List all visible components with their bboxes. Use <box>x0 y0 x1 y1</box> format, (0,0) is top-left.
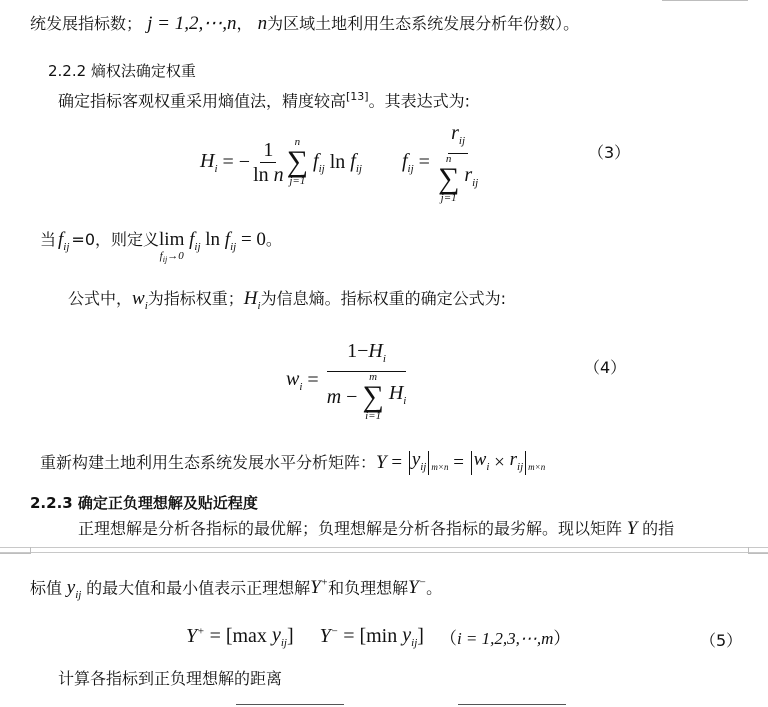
entropy-tail: 。其表达式为: <box>368 91 471 111</box>
entropy-text: 确定指标客观权重采用熵值法，精度较高 <box>58 91 347 111</box>
n-symbol: n <box>257 13 268 34</box>
ideal2-mid2: 和负理想解 <box>328 578 409 598</box>
ideal-paragraph-2: 标值 $y_{ij}$ 的最大值和最小值表示正理想解Y+和负理想解Y−。 <box>30 577 443 602</box>
ideal2-mid: 的最大值和最小值表示正理想解 <box>86 578 311 598</box>
weight-w-text: 为指标权重； <box>147 289 244 308</box>
cond-mid: =0，则定义 <box>71 230 160 249</box>
ideal2-suffix: 。 <box>426 578 443 598</box>
matrix-text: 重新构建土地利用生态系统发展水平分析矩阵： <box>40 453 377 473</box>
weight-h-text: 为信息熵。指标权重的确定公式为: <box>260 289 506 308</box>
page-break-top <box>0 547 768 548</box>
section-heading-223: 2.2.3 确定正负理想解及贴近程度 <box>30 494 258 512</box>
equation-5: Y+ = [max $y_{ij}$ ] Y− = [min $y_{ij}$ ] （i = 1,2,3,⋯,m） <box>186 623 571 649</box>
distance-paragraph: 计算各指标到正负理想解的距离 <box>58 669 283 688</box>
eq3-sum: n ∑ j=1 <box>286 136 309 187</box>
reference-13: [13] <box>346 90 369 103</box>
fraction-rule-left <box>236 704 344 705</box>
entropy-paragraph <box>58 87 470 111</box>
ideal2-prefix: 标值 <box>30 578 63 598</box>
ideal-text: 正理想解是分析各指标的最优解；负理想解是分析各指标的最劣解。现以矩阵 <box>78 519 623 538</box>
page-corner-left <box>0 547 31 554</box>
eq5-range: i = 1,2,3,⋯,m <box>456 628 554 648</box>
index-range: j = 1,2,⋯,n <box>147 13 237 34</box>
line1-tail: 为区域土地利用生态系统发展分析年份数）。 <box>267 14 580 33</box>
weight-paragraph: 公式中，$w_i$为指标权重；$H_i$为信息熵。指标权重的确定公式为: <box>68 288 506 312</box>
equation-4: $w_i$ = $1-H_i$ m − m ∑ i=1 $H_i$ <box>286 336 409 424</box>
equation-number-3: （3） <box>588 143 631 162</box>
equation-number-5: （5） <box>700 631 743 650</box>
page-top-right-corner <box>662 0 748 2</box>
weight-prefix: 公式中， <box>68 289 133 308</box>
eq4-fraction: $1-H_i$ m − m ∑ i=1 $H_i$ <box>326 339 407 422</box>
section-heading-222: 2.2.2 熵权法确定权重 <box>48 62 196 80</box>
page-corner-right <box>748 547 768 554</box>
line1-text: 统发展指标数； <box>30 14 143 33</box>
cond-prefix: 当 <box>40 230 57 249</box>
ideal-tail: 的指 <box>642 519 675 538</box>
cond-suffix: 。 <box>265 230 282 249</box>
condition-line: 当 $f_{ij}$ =0，则定义 lim $f_{ij}\to 0$ $f_{ij}$ $\ln f_{ij} = 0$ 。 <box>40 229 282 265</box>
eq3-fij-fraction: $r_{ij}$ n ∑ j=1 $r_{ij}$ <box>437 121 479 204</box>
fraction-rule-right <box>458 704 566 705</box>
page-break-bottom <box>0 552 768 553</box>
text-line-1 <box>30 14 579 34</box>
line1-sep: ， <box>236 14 253 33</box>
equation-number-4: （4） <box>584 358 627 377</box>
matrix-paragraph: 重新构建土地利用生态系统发展水平分析矩阵： Y = $y_{ij}$ m×n = $w_i$ × $r_{ij}$ m×n <box>40 449 546 474</box>
equation-3: $H_i$ = − $\frac{1}{\text{ln n}}$ n ∑ j=1 $f_{ij}$ ln $f_{ij}$ $f_{ij}$ = $r_{ij}$ n ∑ j=1 $r_{ij}$ <box>200 122 481 202</box>
ideal-paragraph: 正理想解是分析各指标的最优解；负理想解是分析各指标的最劣解。现以矩阵 Y 的指 <box>78 518 675 539</box>
eq3-fraction: $\frac{1}{\text{ln n}}$ <box>253 138 284 186</box>
